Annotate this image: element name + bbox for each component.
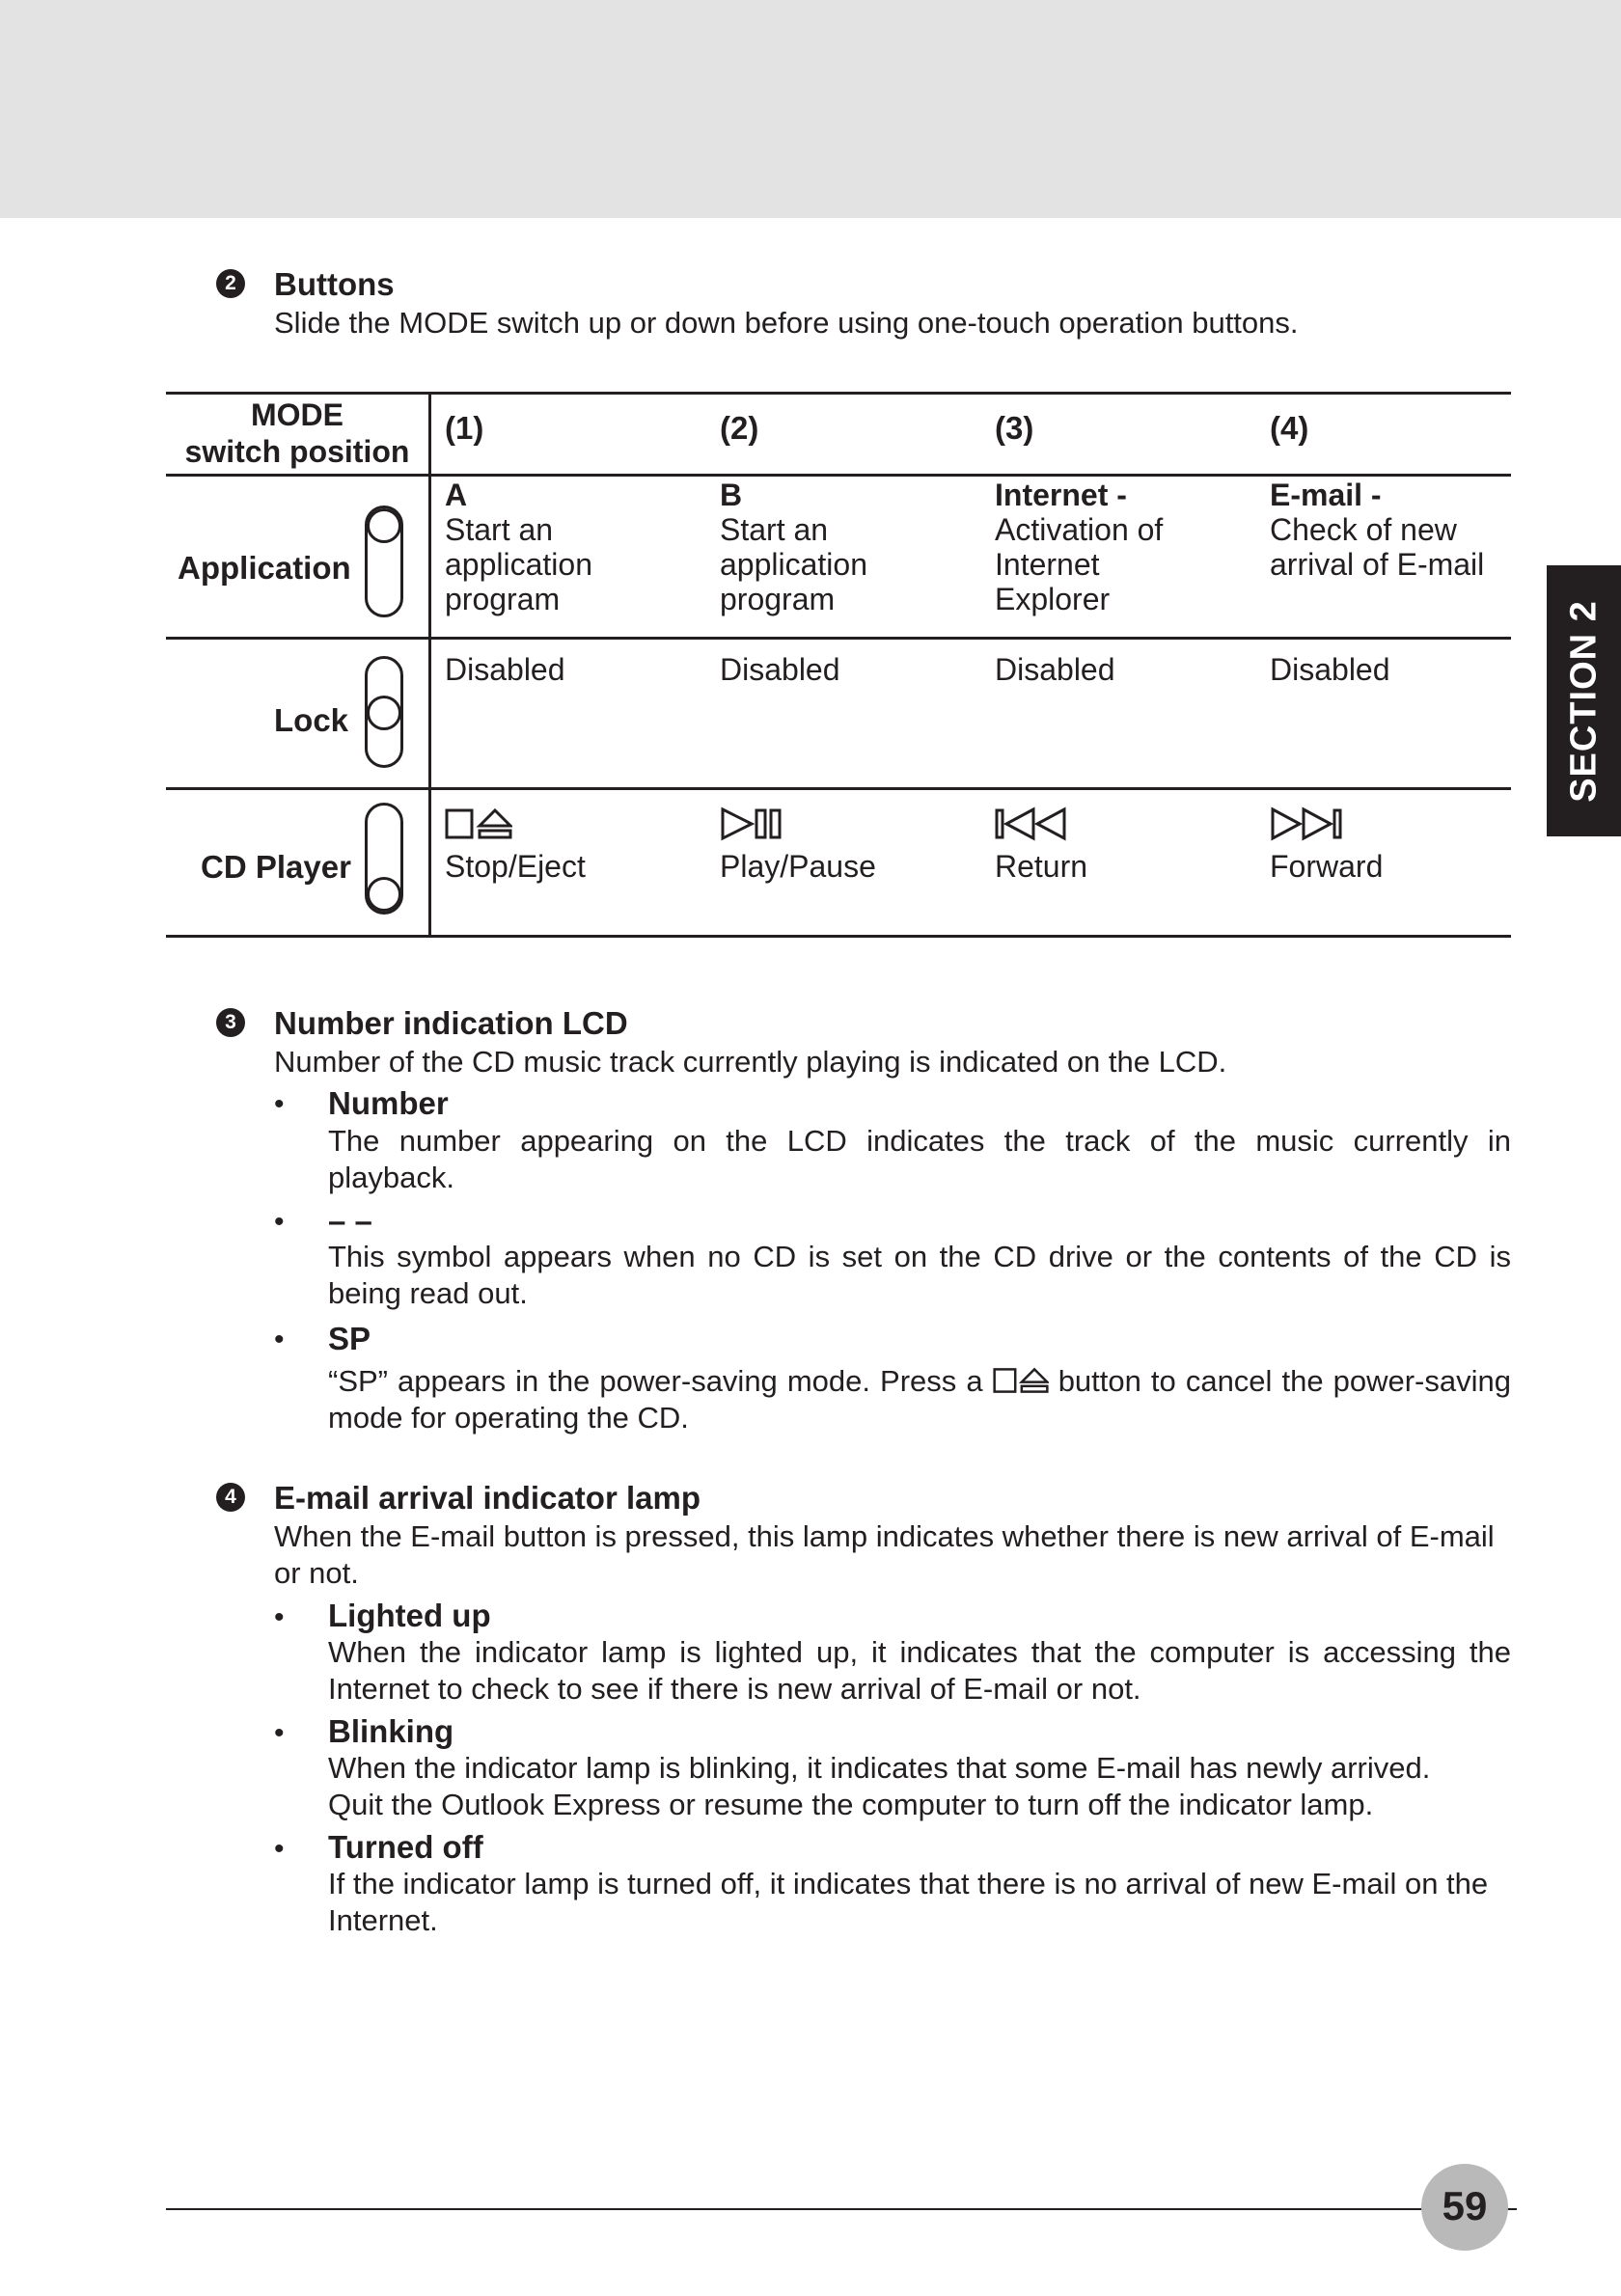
buttons-description: Slide the MODE switch up or down before using one-touch operation buttons.	[274, 306, 1299, 340]
column-header-1: (1)	[445, 410, 484, 446]
table-rule	[166, 392, 1511, 395]
email-title: E-mail arrival indicator lamp	[274, 1480, 701, 1516]
table-column-divider	[428, 392, 431, 938]
cell-line: Start an	[720, 512, 829, 547]
lcd-item-title: – –	[328, 1203, 372, 1239]
buttons-title: Buttons	[274, 266, 395, 302]
cd-cell-3: Return	[995, 849, 1088, 884]
section-number-badge: 4	[216, 1483, 245, 1512]
cd-cell-1: Stop/Eject	[445, 849, 586, 884]
table-rule	[166, 474, 1511, 477]
mode-header	[166, 396, 428, 470]
bullet: •	[274, 1088, 285, 1120]
cell-title: Internet -	[995, 478, 1127, 512]
cell-line: application	[445, 547, 592, 582]
lcd-description: Number of the CD music track currently playing is indicated on the LCD.	[274, 1045, 1227, 1079]
switch-knob	[367, 877, 401, 912]
column-header-2: (2)	[720, 410, 759, 446]
mode-switch-lock-icon	[365, 656, 403, 768]
lock-cell-1: Disabled	[445, 652, 565, 687]
email-item-body: If the indicator lamp is turned off, it indicates that there is no arrival of new E-mail on the Internet.	[328, 1867, 1489, 1937]
stop-eject-icon	[445, 806, 512, 841]
footer-rule	[166, 2208, 1517, 2210]
table-rule	[166, 637, 1511, 640]
cell-line: arrival of E-mail	[1270, 547, 1485, 582]
email-description: When the E-mail button is pressed, this lamp indicates whether there is new arrival of E-mail or not.	[274, 1519, 1495, 1590]
bullet: •	[274, 1601, 285, 1633]
table-rule	[166, 787, 1511, 790]
cell-line: program	[720, 582, 836, 616]
lcd-item-body: This symbol appears when no CD is set on the CD drive or the contents of the CD is being read out.	[328, 1240, 1511, 1310]
email-item-body-line2: Quit the Outlook Express or resume the computer to turn off the indicator lamp.	[328, 1788, 1374, 1821]
switch-knob	[367, 696, 401, 730]
mode-header-line2: switch position	[184, 434, 410, 469]
mode-switch-application-icon	[365, 506, 403, 617]
row-label-application: Application	[178, 550, 351, 586]
row-label-cd-player: CD Player	[201, 849, 351, 885]
lock-cell-3: Disabled	[995, 652, 1115, 687]
cell-line: Activation of	[995, 512, 1164, 547]
mode-switch-cd-player-icon	[365, 803, 403, 915]
lcd-item-body-line2: playback.	[328, 1161, 454, 1194]
play-pause-icon	[720, 806, 787, 841]
bullet: •	[274, 1833, 285, 1865]
column-header-4: (4)	[1270, 410, 1309, 446]
cd-cell-4: Forward	[1270, 849, 1384, 884]
application-cell-1	[445, 478, 705, 616]
sp-text-after: button to cancel the power-saving mode for operating the CD.	[328, 1364, 1511, 1435]
cell-line: Start an	[445, 512, 554, 547]
cell-title: E-mail -	[1270, 478, 1382, 512]
lcd-title: Number indication LCD	[274, 1005, 628, 1041]
lcd-item-title: SP	[328, 1321, 371, 1356]
section-tab-label: SECTION 2	[1563, 599, 1604, 803]
column-header-3: (3)	[995, 410, 1034, 446]
bullet: •	[274, 1206, 285, 1238]
email-item-title: Lighted up	[328, 1598, 491, 1633]
forward-icon	[1270, 806, 1347, 841]
sp-text-before: “SP” appears in the power-saving mode. Press a	[328, 1364, 983, 1398]
cell-title: A	[445, 478, 468, 512]
section-number-badge: 2	[216, 269, 245, 298]
application-cell-4	[1270, 478, 1530, 582]
bullet: •	[274, 1717, 285, 1749]
section-number-badge: 3	[216, 1008, 245, 1037]
cell-line: Check of new	[1270, 512, 1457, 547]
lock-cell-4: Disabled	[1270, 652, 1390, 687]
cd-cell-2: Play/Pause	[720, 849, 876, 884]
row-label-lock: Lock	[274, 702, 349, 738]
cell-title: B	[720, 478, 743, 512]
header-band	[0, 0, 1621, 218]
cell-line: Internet	[995, 547, 1100, 582]
switch-knob	[367, 508, 401, 543]
lcd-item-body-line1: The number appearing on the LCD indicates the track of the music currently in	[328, 1124, 1511, 1158]
mode-header-line1: MODE	[251, 397, 343, 432]
email-item-body-line1: When the indicator lamp is blinking, it indicates that some E-mail has newly arrived.	[328, 1751, 1431, 1785]
lock-cell-2: Disabled	[720, 652, 840, 687]
application-cell-2	[720, 478, 980, 616]
cell-line: program	[445, 582, 561, 616]
email-item-title: Turned off	[328, 1829, 483, 1865]
cell-line: application	[720, 547, 867, 582]
email-item-body: When the indicator lamp is lighted up, it indicates that the computer is accessing the Internet to check to see if there is new arrival of E-mail or not.	[328, 1635, 1511, 1706]
section-tab	[1547, 565, 1621, 836]
email-item-title: Blinking	[328, 1713, 454, 1749]
return-icon	[995, 806, 1072, 841]
table-rule	[166, 935, 1511, 938]
bullet: •	[274, 1324, 285, 1355]
lcd-item-title: Number	[328, 1085, 449, 1121]
page-number: 59	[1442, 2183, 1488, 2228]
cell-line: Explorer	[995, 582, 1111, 616]
application-cell-3	[995, 478, 1255, 616]
lcd-item-body-sp	[328, 1363, 1511, 1436]
stop-eject-icon	[993, 1366, 1049, 1395]
